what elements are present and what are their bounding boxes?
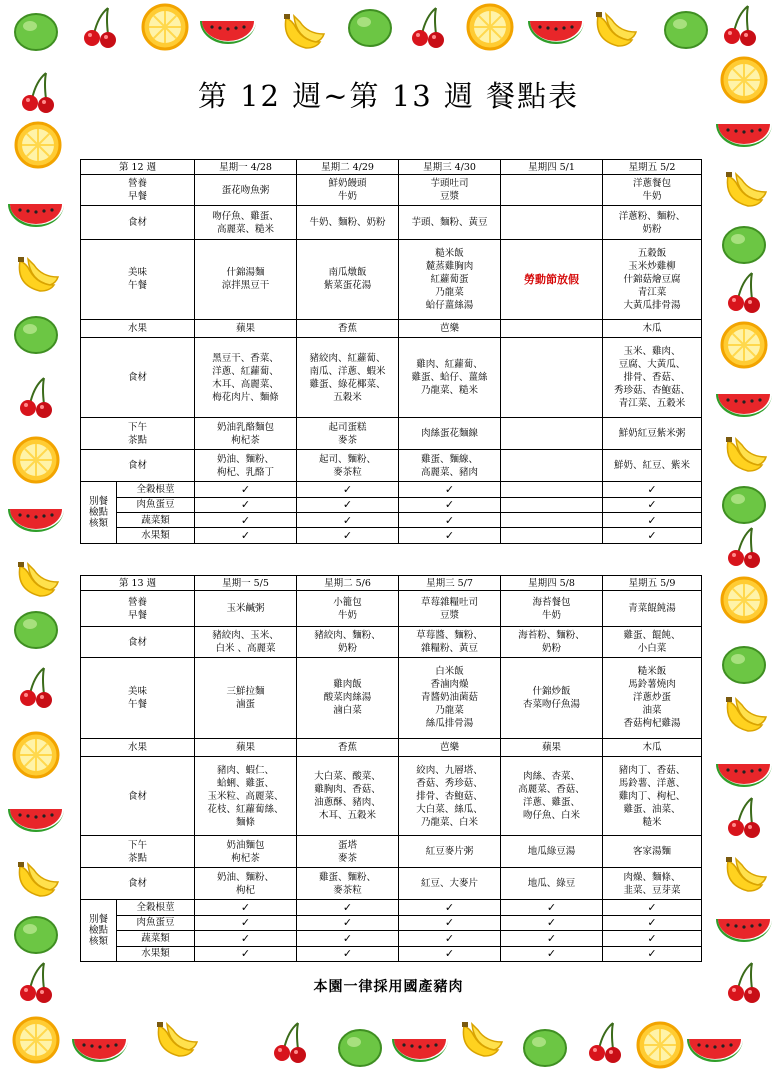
banana-icon bbox=[726, 857, 766, 891]
orange-slice-icon bbox=[14, 1018, 58, 1062]
snack-ingredients-row-cell: 起司、麵粉、 麥茶粒 bbox=[297, 450, 399, 482]
nutrition-check-row bbox=[81, 915, 702, 930]
lunch-ingredients-row-cell: 豬絞肉、紅蘿蔔、 南瓜、洋蔥、蝦米 雞蛋、綠花椰菜、 五穀米 bbox=[297, 338, 399, 418]
check-mark bbox=[501, 513, 603, 528]
cherry-icon bbox=[412, 8, 444, 48]
lunch-row bbox=[81, 240, 702, 319]
cherry-icon bbox=[274, 1023, 306, 1063]
check-mark bbox=[501, 497, 603, 512]
check-mark: ✓ bbox=[195, 513, 297, 528]
food-group-label: 肉魚蛋豆 bbox=[117, 915, 195, 930]
food-group-label: 蔬菜類 bbox=[117, 931, 195, 946]
lunch-row-cell: 三鮮拉麵 滷蛋 bbox=[195, 658, 297, 738]
snack-row-cell: 蛋塔 麥茶 bbox=[297, 836, 399, 868]
row-label: 水果 bbox=[81, 738, 195, 757]
check-mark: ✓ bbox=[195, 528, 297, 544]
watermelon-icon bbox=[392, 1039, 448, 1062]
row-label: 營養 早餐 bbox=[81, 591, 195, 627]
lime-icon bbox=[349, 10, 391, 46]
row-label: 下午 茶點 bbox=[81, 418, 195, 450]
nutrition-check-row bbox=[81, 946, 702, 962]
breakfast-ingredients-row-cell: 海苔粉、麵粉、 奶粉 bbox=[501, 627, 603, 658]
lime-icon bbox=[524, 1030, 566, 1066]
snack-row-cell: 客家湯麵 bbox=[603, 836, 702, 868]
breakfast-ingredients-row-cell: 雞蛋、餛飩、 小白菜 bbox=[603, 627, 702, 658]
banana-icon bbox=[726, 437, 766, 471]
breakfast-row-cell: 蛋花吻魚粥 bbox=[195, 175, 297, 206]
snack-row-cell: 奶油乳酪麵包 枸杞茶 bbox=[195, 418, 297, 450]
check-mark: ✓ bbox=[195, 946, 297, 962]
lime-icon bbox=[665, 12, 707, 48]
snack-ingredients-row-cell: 雞蛋、麵線、 高麗菜、豬肉 bbox=[399, 450, 501, 482]
row-label: 食材 bbox=[81, 206, 195, 240]
lunch-ingredients-row-cell: 肉絲、杏菜、 高麗菜、香菇、 洋蔥、雞蛋、 吻仔魚、白米 bbox=[501, 757, 603, 836]
watermelon-icon bbox=[716, 124, 772, 147]
fruit-row-cell: 芭樂 bbox=[399, 738, 501, 757]
breakfast-ingredients-row-cell: 洋蔥粉、麵粉、 奶粉 bbox=[603, 206, 702, 240]
lime-icon bbox=[723, 487, 765, 523]
check-mark: ✓ bbox=[603, 900, 702, 915]
snack-ingredients-row-cell: 奶油、麵粉、 枸杞、乳酪丁 bbox=[195, 450, 297, 482]
check-mark: ✓ bbox=[399, 931, 501, 946]
cherry-icon bbox=[589, 1023, 621, 1063]
check-mark: ✓ bbox=[297, 513, 399, 528]
check-mark: ✓ bbox=[603, 528, 702, 544]
day-header-cell: 星期一 5/5 bbox=[195, 576, 297, 591]
check-mark: ✓ bbox=[603, 513, 702, 528]
fruit-row-cell: 蘋果 bbox=[501, 738, 603, 757]
food-group-label: 蔬菜類 bbox=[117, 513, 195, 528]
check-mark: ✓ bbox=[297, 946, 399, 962]
lunch-ingredients-row-cell: 大白菜、酸菜、 雞胸肉、香菇、 油蔥酥、豬肉、 木耳、五穀米 bbox=[297, 757, 399, 836]
watermelon-icon bbox=[8, 204, 64, 227]
breakfast-row-cell: 草莓雜糧吐司 豆漿 bbox=[399, 591, 501, 627]
snack-row-cell: 肉絲蛋花麵線 bbox=[399, 418, 501, 450]
row-label: 營養 早餐 bbox=[81, 175, 195, 206]
snack-ingredients-row-cell: 地瓜、綠豆 bbox=[501, 868, 603, 900]
nutrition-check-row bbox=[81, 497, 702, 512]
breakfast-ingredients-row-cell: 吻仔魚、雞蛋、 高麗菜、糙米 bbox=[195, 206, 297, 240]
snack-ingredients-row-cell bbox=[501, 450, 603, 482]
fruit-row-cell: 木瓜 bbox=[603, 319, 702, 338]
nutrition-check-row bbox=[81, 482, 702, 497]
day-header-cell: 星期二 5/6 bbox=[297, 576, 399, 591]
nutrition-check-label: 別餐 檢點 核類 bbox=[81, 900, 117, 962]
breakfast-ingredients-row bbox=[81, 627, 702, 658]
banana-icon bbox=[18, 862, 58, 896]
check-mark: ✓ bbox=[195, 931, 297, 946]
breakfast-row-cell: 海苔餐包 牛奶 bbox=[501, 591, 603, 627]
day-header-cell: 星期一 4/28 bbox=[195, 160, 297, 175]
watermelon-icon bbox=[8, 509, 64, 532]
check-mark: ✓ bbox=[297, 482, 399, 497]
food-group-label: 全穀根莖 bbox=[117, 900, 195, 915]
snack-row-cell: 奶油麵包 枸杞茶 bbox=[195, 836, 297, 868]
orange-slice-icon bbox=[143, 5, 187, 49]
food-group-label: 水果類 bbox=[117, 946, 195, 962]
lunch-row-cell: 什錦湯麵 涼拌黑豆干 bbox=[195, 240, 297, 319]
lunch-ingredients-row-cell: 絞肉、九層塔、 香菇、秀珍菇、 排骨、杏鮑菇、 大白菜、絲瓜、 乃龍菜、白米 bbox=[399, 757, 501, 836]
snack-ingredients-row-cell: 鮮奶、紅豆、紫米 bbox=[603, 450, 702, 482]
cherry-icon bbox=[84, 8, 116, 48]
breakfast-row bbox=[81, 175, 702, 206]
orange-slice-icon bbox=[468, 5, 512, 49]
orange-slice-icon bbox=[722, 323, 766, 367]
check-mark: ✓ bbox=[195, 482, 297, 497]
row-label: 食材 bbox=[81, 627, 195, 658]
watermelon-icon bbox=[72, 1039, 128, 1062]
banana-icon bbox=[284, 14, 324, 48]
fruit-row-cell: 蘋果 bbox=[195, 319, 297, 338]
fruit-row bbox=[81, 319, 702, 338]
lunch-row-cell: 糙米飯 麓蒸雞胸肉 紅蘿蔔蛋 乃龍菜 蛤仔薑絲湯 bbox=[399, 240, 501, 319]
watermelon-icon bbox=[716, 394, 772, 417]
row-label: 食材 bbox=[81, 757, 195, 836]
lunch-ingredients-row bbox=[81, 338, 702, 418]
food-group-label: 肉魚蛋豆 bbox=[117, 497, 195, 512]
breakfast-row bbox=[81, 591, 702, 627]
breakfast-row-cell: 洋蔥餐包 牛奶 bbox=[603, 175, 702, 206]
lime-icon bbox=[339, 1030, 381, 1066]
nutrition-check-row bbox=[81, 900, 702, 915]
banana-icon bbox=[596, 12, 636, 46]
watermelon-icon bbox=[200, 21, 256, 44]
check-mark bbox=[501, 528, 603, 544]
check-mark: ✓ bbox=[501, 931, 603, 946]
day-header bbox=[81, 160, 702, 175]
check-mark: ✓ bbox=[399, 528, 501, 544]
check-mark: ✓ bbox=[195, 900, 297, 915]
row-label: 食材 bbox=[81, 450, 195, 482]
check-mark bbox=[501, 482, 603, 497]
snack-ingredients-row bbox=[81, 868, 702, 900]
check-mark: ✓ bbox=[603, 497, 702, 512]
lunch-row bbox=[81, 658, 702, 738]
lunch-ingredients-row-cell: 豬肉丁、香菇、 馬鈴薯、洋蔥、 雞肉丁、枸杞、 雞蛋、油菜、 糙米 bbox=[603, 757, 702, 836]
check-mark: ✓ bbox=[297, 528, 399, 544]
orange-slice-icon bbox=[638, 1023, 682, 1067]
breakfast-row-cell: 青菜餛飩湯 bbox=[603, 591, 702, 627]
lunch-row-cell: 白米飯 香滷肉燥 青醬奶油菌菇 乃龍菜 絲瓜排骨湯 bbox=[399, 658, 501, 738]
row-label: 美味 午餐 bbox=[81, 658, 195, 738]
day-header-cell: 星期二 4/29 bbox=[297, 160, 399, 175]
breakfast-row-cell: 小籠包 牛奶 bbox=[297, 591, 399, 627]
check-mark: ✓ bbox=[297, 900, 399, 915]
row-label: 食材 bbox=[81, 868, 195, 900]
week-12-table bbox=[80, 159, 702, 544]
nutrition-check-row bbox=[81, 931, 702, 946]
cherry-icon bbox=[20, 668, 52, 708]
snack-ingredients-row-cell: 奶油、麵粉、 枸杞 bbox=[195, 868, 297, 900]
breakfast-row-cell: 鮮奶饅頭 牛奶 bbox=[297, 175, 399, 206]
nutrition-check-label: 別餐 檢點 核類 bbox=[81, 482, 117, 544]
lunch-row-cell: 什錦炒飯 杏菜吻仔魚湯 bbox=[501, 658, 603, 738]
snack-row bbox=[81, 418, 702, 450]
nutrition-check-row bbox=[81, 513, 702, 528]
day-header-cell: 星期五 5/9 bbox=[603, 576, 702, 591]
row-label: 美味 午餐 bbox=[81, 240, 195, 319]
check-mark: ✓ bbox=[195, 497, 297, 512]
check-mark: ✓ bbox=[399, 482, 501, 497]
banana-icon bbox=[18, 562, 58, 596]
check-mark: ✓ bbox=[603, 931, 702, 946]
week-label: 第 13 週 bbox=[81, 576, 195, 591]
pork-notice: 本園一律採用國產豬肉 bbox=[313, 979, 464, 995]
lunch-ingredients-row bbox=[81, 757, 702, 836]
breakfast-ingredients-row-cell: 豬絞肉、麵粉、 奶粉 bbox=[297, 627, 399, 658]
cherry-icon bbox=[728, 528, 760, 568]
breakfast-ingredients-row bbox=[81, 206, 702, 240]
breakfast-ingredients-row-cell bbox=[501, 206, 603, 240]
fruit-row bbox=[81, 738, 702, 757]
week-13-table bbox=[80, 575, 702, 962]
nutrition-check-row bbox=[81, 528, 702, 544]
day-header-cell: 星期三 5/7 bbox=[399, 576, 501, 591]
snack-row-cell: 地瓜綠豆湯 bbox=[501, 836, 603, 868]
food-group-label: 水果類 bbox=[117, 528, 195, 544]
lime-icon bbox=[15, 317, 57, 353]
check-mark: ✓ bbox=[399, 513, 501, 528]
watermelon-icon bbox=[8, 809, 64, 832]
fruit-row-cell: 香蕉 bbox=[297, 319, 399, 338]
lime-icon bbox=[15, 917, 57, 953]
row-label: 下午 茶點 bbox=[81, 836, 195, 868]
breakfast-row-cell bbox=[501, 175, 603, 206]
lime-icon bbox=[723, 227, 765, 263]
snack-ingredients-row-cell: 肉燥、麵條、 韭菜、豆芽菜 bbox=[603, 868, 702, 900]
orange-slice-icon bbox=[722, 578, 766, 622]
snack-ingredients-row bbox=[81, 450, 702, 482]
check-mark: ✓ bbox=[297, 931, 399, 946]
check-mark: ✓ bbox=[399, 946, 501, 962]
fruit-row-cell: 蘋果 bbox=[195, 738, 297, 757]
banana-icon bbox=[157, 1022, 197, 1056]
snack-row-cell: 鮮奶紅豆紫米粥 bbox=[603, 418, 702, 450]
lunch-row-cell: 南瓜燉飯 紫菜蛋花湯 bbox=[297, 240, 399, 319]
day-header-cell: 星期三 4/30 bbox=[399, 160, 501, 175]
banana-icon bbox=[726, 172, 766, 206]
breakfast-ingredients-row-cell: 草莓醬、麵粉、 雜糧粉、黃豆 bbox=[399, 627, 501, 658]
lunch-ingredients-row-cell: 玉米、雞肉、 豆腐、大黃瓜、 排骨、香菇、 秀珍菇、杏鮑菇、 青江菜、五穀米 bbox=[603, 338, 702, 418]
snack-ingredients-row-cell: 紅豆、大麥片 bbox=[399, 868, 501, 900]
check-mark: ✓ bbox=[603, 915, 702, 930]
food-group-label: 全穀根莖 bbox=[117, 482, 195, 497]
day-header-cell: 星期四 5/1 bbox=[501, 160, 603, 175]
page-title: 第 12 週~第 13 週 餐點表 bbox=[197, 79, 580, 113]
lunch-ingredients-row-cell bbox=[501, 338, 603, 418]
check-mark: ✓ bbox=[603, 946, 702, 962]
cherry-icon bbox=[728, 798, 760, 838]
check-mark: ✓ bbox=[501, 900, 603, 915]
fruit-row-cell: 芭樂 bbox=[399, 319, 501, 338]
row-label: 水果 bbox=[81, 319, 195, 338]
check-mark: ✓ bbox=[399, 900, 501, 915]
check-mark: ✓ bbox=[195, 915, 297, 930]
lime-icon bbox=[15, 14, 57, 50]
lunch-row-cell: 五穀飯 玉米炒雞柳 什錦菇燴豆腐 青江菜 大黃瓜排骨湯 bbox=[603, 240, 702, 319]
check-mark: ✓ bbox=[297, 915, 399, 930]
lunch-ingredients-row-cell: 豬肉、蝦仁、 蛤蜊、雞蛋、 玉米粒、高麗菜、 花枝、紅蘿蔔絲、 麵條 bbox=[195, 757, 297, 836]
banana-icon bbox=[462, 1022, 502, 1056]
lunch-ingredients-row-cell: 雞肉、紅蘿蔔、 雞蛋、蛤仔、薑絲 乃龍菜、糙米 bbox=[399, 338, 501, 418]
orange-slice-icon bbox=[16, 123, 60, 167]
snack-row-cell bbox=[501, 418, 603, 450]
banana-icon bbox=[726, 697, 766, 731]
fruit-row-cell bbox=[501, 319, 603, 338]
cherry-icon bbox=[728, 273, 760, 313]
snack-row-cell: 起司蛋糕 麥茶 bbox=[297, 418, 399, 450]
lime-icon bbox=[15, 612, 57, 648]
banana-icon bbox=[18, 257, 58, 291]
breakfast-ingredients-row-cell: 豬絞肉、玉米、 白米 、高麗菜 bbox=[195, 627, 297, 658]
lunch-ingredients-row-cell: 黑豆干、香菜、 洋蔥、紅蘿蔔、 木耳、高麗菜、 梅花肉片、麵條 bbox=[195, 338, 297, 418]
check-mark: ✓ bbox=[603, 482, 702, 497]
day-header-cell: 星期四 5/8 bbox=[501, 576, 603, 591]
lunch-row-cell: 雞肉飯 酸菜肉絲湯 滷白菜 bbox=[297, 658, 399, 738]
watermelon-icon bbox=[716, 764, 772, 787]
fruit-row-cell: 木瓜 bbox=[603, 738, 702, 757]
holiday-notice: 勞動節放假 bbox=[501, 240, 603, 319]
watermelon-icon bbox=[687, 1039, 743, 1062]
lime-icon bbox=[723, 647, 765, 683]
fruit-row-cell: 香蕉 bbox=[297, 738, 399, 757]
breakfast-ingredients-row-cell: 牛奶、麵粉、奶粉 bbox=[297, 206, 399, 240]
snack-row bbox=[81, 836, 702, 868]
day-header bbox=[81, 576, 702, 591]
row-label: 食材 bbox=[81, 338, 195, 418]
cherry-icon bbox=[724, 6, 756, 46]
lunch-row-cell: 糙米飯 馬鈴薯燒肉 洋蔥炒蛋 油菜 香菇枸杞雞湯 bbox=[603, 658, 702, 738]
snack-row-cell: 紅豆麥片粥 bbox=[399, 836, 501, 868]
breakfast-ingredients-row-cell: 芋頭、麵粉、黃豆 bbox=[399, 206, 501, 240]
day-header-cell: 星期五 5/2 bbox=[603, 160, 702, 175]
snack-ingredients-row-cell: 雞蛋、麵粉、 麥茶粒 bbox=[297, 868, 399, 900]
check-mark: ✓ bbox=[399, 915, 501, 930]
cherry-icon bbox=[20, 378, 52, 418]
check-mark: ✓ bbox=[297, 497, 399, 512]
breakfast-row-cell: 芋頭吐司 豆漿 bbox=[399, 175, 501, 206]
watermelon-icon bbox=[716, 919, 772, 942]
week-label: 第 12 週 bbox=[81, 160, 195, 175]
check-mark: ✓ bbox=[501, 915, 603, 930]
orange-slice-icon bbox=[14, 733, 58, 777]
check-mark: ✓ bbox=[501, 946, 603, 962]
orange-slice-icon bbox=[14, 438, 58, 482]
breakfast-row-cell: 玉米鹹粥 bbox=[195, 591, 297, 627]
watermelon-icon bbox=[528, 21, 584, 44]
check-mark: ✓ bbox=[399, 497, 501, 512]
